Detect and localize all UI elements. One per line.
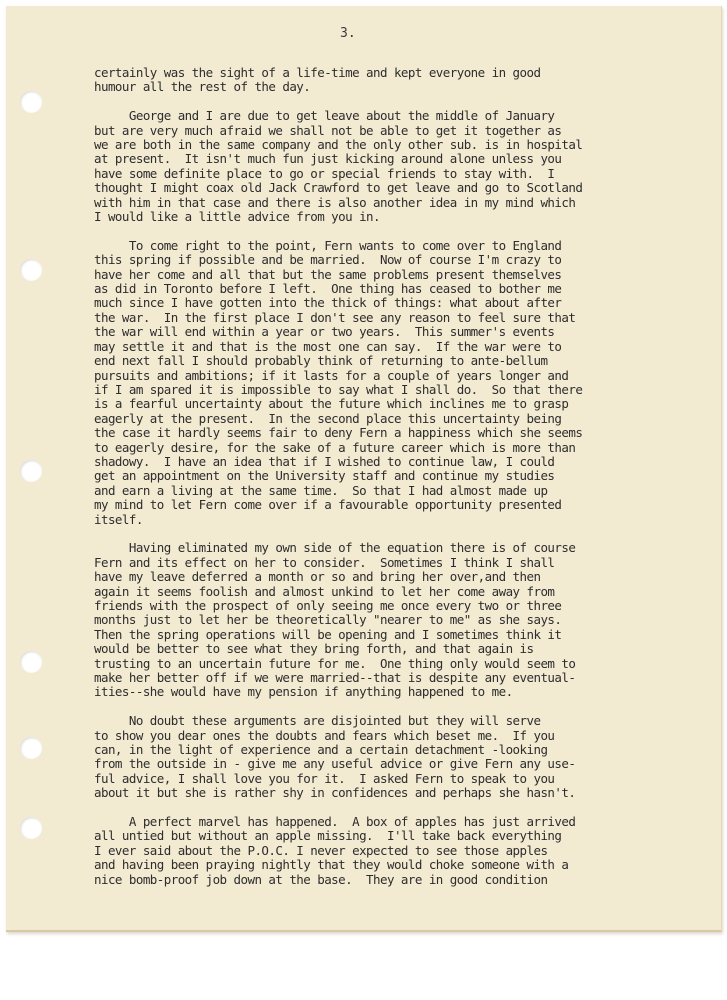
paragraph: [94, 239, 709, 527]
text-line: much since I have gotten into the thick of things: what about after: [94, 295, 562, 311]
text-line: again it seems foolish and almost unkind to let her come away from: [94, 583, 555, 599]
text-line: from the outside in - give me any useful advice or give Fern any use-: [94, 756, 576, 772]
text-line: the war will end within a year or two years. This summer's events: [94, 324, 555, 340]
text-line: I would like a little advice from you in.: [94, 209, 381, 225]
text-line: is a fearful uncertainty about the future which inclines me to grasp: [94, 396, 569, 412]
text-line: Having eliminated my own side of the equation there is of course: [94, 540, 576, 556]
text-line: friends with the prospect of only seeing me once every two or three: [94, 597, 562, 613]
text-line: Then the spring operations will be opening and I sometimes think it: [94, 626, 562, 642]
paragraph: [94, 66, 709, 95]
text-line: to eagerly desire, for the sake of a future career which is more than: [94, 439, 576, 455]
text-line: with him in that case and there is also another idea in my mind which: [94, 194, 576, 210]
text-line: months just to let her be theoretically "nearer to me" as she says.: [94, 612, 562, 628]
text-line: the case it hardly seems fair to deny Fern a happiness which she seems: [94, 425, 583, 441]
text-line: George and I are due to get leave about the middle of January: [94, 108, 555, 124]
text-line: as did in Toronto before I left. One thing has ceased to bother me: [94, 281, 562, 297]
text-line: shadowy. I have an idea that if I wished to continue law, I could: [94, 453, 555, 469]
text-line: certainly was the sight of a life-time and kept everyone in good: [94, 65, 541, 80]
text-line: ful advice, I shall love you for it. I asked Fern to speak to you: [94, 770, 555, 786]
text-line: end next fall I should probably think of returning to ante-bellum: [94, 353, 548, 369]
binder-hole: [20, 737, 42, 759]
text-line: I ever said about the P.O.C. I never expected to see those apples: [94, 842, 548, 858]
text-line: itself.: [94, 511, 143, 527]
binder-hole: [20, 651, 42, 673]
text-line: we are both in the same company and the only other sub. is in hospital: [94, 137, 583, 153]
text-line: have my leave deferred a month or so and bring her over,and then: [94, 569, 541, 585]
text-line: if I am spared it is impossible to say what I shall do. So that there: [94, 381, 583, 397]
text-line: No doubt these arguments are disjointed but they will serve: [94, 713, 541, 729]
text-line: To come right to the point, Fern wants to come over to England: [94, 237, 562, 253]
letter-body: [94, 66, 709, 901]
binder-hole: [20, 460, 42, 482]
text-line: have her come and all that but the same problems present themselves: [94, 266, 562, 282]
binder-hole: [20, 259, 42, 281]
text-line: my mind to let Fern come over if a favourable opportunity presented: [94, 497, 562, 513]
text-line: this spring if possible and be married. Now of course I'm crazy to: [94, 252, 562, 268]
binder-hole: [20, 817, 42, 839]
text-line: to show you dear ones the doubts and fears which beset me. If you: [94, 727, 555, 743]
letter-page: [6, 6, 722, 932]
text-line: eagerly at the present. In the second place this uncertainty being: [94, 410, 562, 426]
text-line: make her better off if we were married--that is despite any eventual-: [94, 670, 576, 686]
text-line: can, in the light of experience and a certain detachment -looking: [94, 742, 548, 758]
text-line: all untied but without an apple missing. I'll take back everything: [94, 828, 562, 844]
page-number: 3.: [340, 26, 356, 41]
text-line: ities--she would have my pension if anything happened to me.: [94, 684, 513, 700]
paragraph: [94, 815, 709, 887]
text-line: trusting to an uncertain future for me. One thing only would seem to: [94, 655, 576, 671]
text-line: humour all the rest of the day.: [94, 79, 311, 95]
paragraph: [94, 109, 709, 224]
text-line: the war. In the first place I don't see any reason to feel sure that: [94, 309, 576, 325]
text-line: and having been praying nightly that they would choke someone with a: [94, 857, 569, 873]
text-line: thought I might coax old Jack Crawford to get leave and go to Scotland: [94, 180, 583, 196]
text-line: pursuits and ambitions; if it lasts for a couple of years longer and: [94, 367, 569, 383]
text-line: A perfect marvel has happened. A box of apples has just arrived: [94, 814, 576, 830]
text-line: may settle it and that is the most one can say. If the war were to: [94, 338, 562, 354]
text-line: get an appointment on the University staff and continue my studies: [94, 468, 555, 484]
text-line: have some definite place to go or special friends to stay with. I: [94, 165, 555, 181]
text-line: Fern and its effect on her to consider. Sometimes I think I shall: [94, 554, 555, 570]
text-line: nice bomb-proof job down at the base. They are in good condition: [94, 871, 548, 887]
binder-hole: [20, 91, 42, 113]
paragraph: [94, 541, 709, 699]
text-line: at present. It isn't much fun just kicking around alone unless you: [94, 151, 562, 167]
text-line: about it but she is rather shy in confidences and perhaps she hasn't.: [94, 785, 576, 801]
text-line: but are very much afraid we shall not be able to get it together as: [94, 122, 562, 138]
paragraph: [94, 714, 709, 800]
text-line: would be better to see what they bring forth, and that again is: [94, 641, 534, 657]
text-line: and earn a living at the same time. So that I had almost made up: [94, 482, 548, 498]
